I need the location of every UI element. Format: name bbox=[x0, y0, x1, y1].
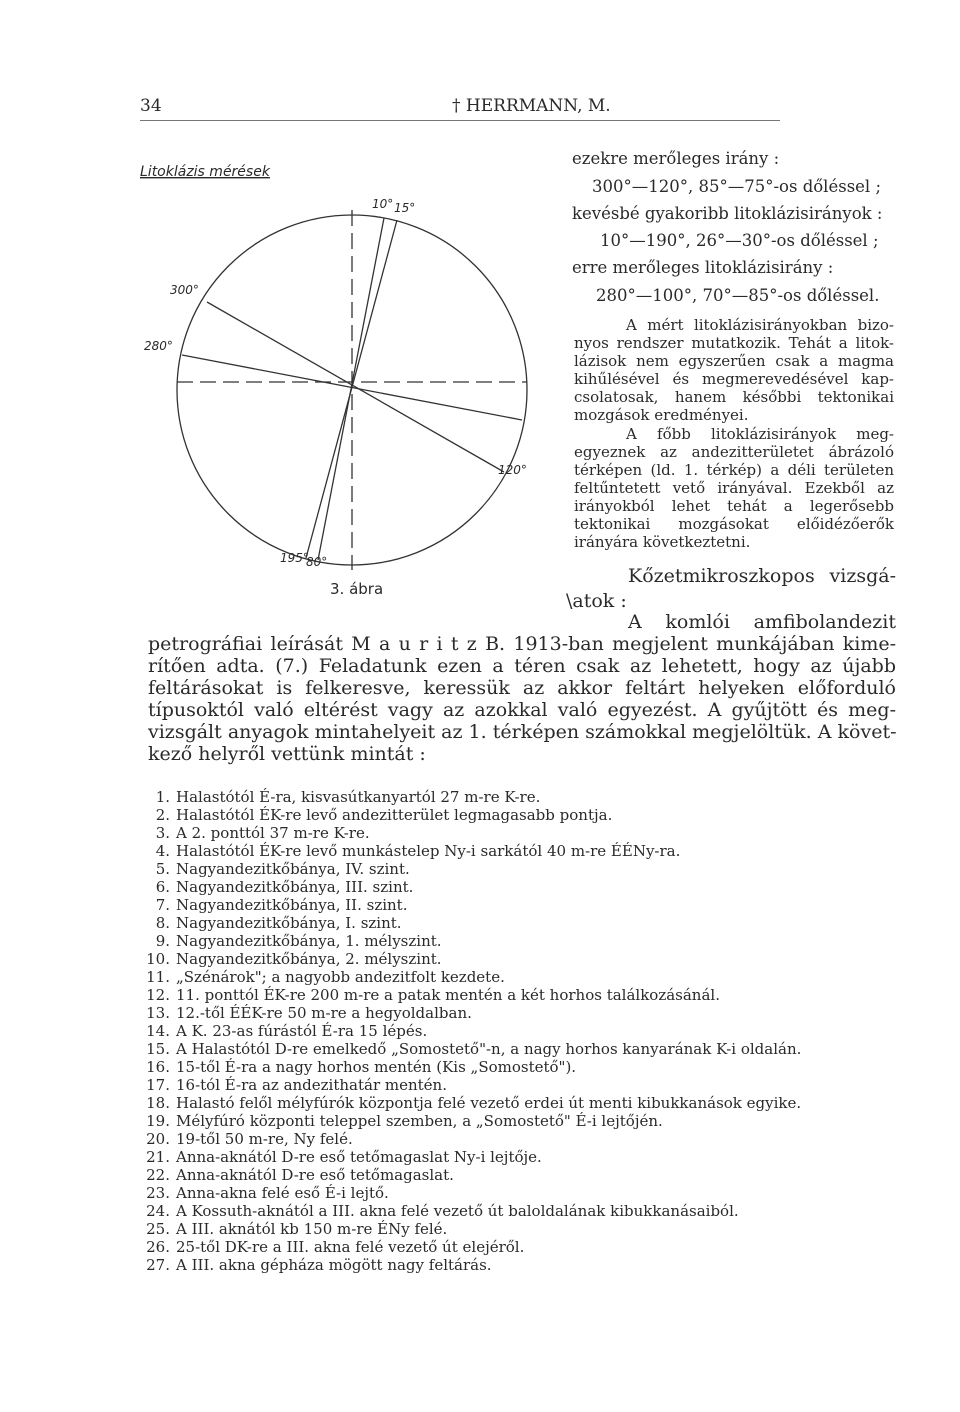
sample-list-item bbox=[140, 1040, 900, 1058]
figure bbox=[140, 150, 560, 620]
paragraph-1-line: kihűlésével és megmerevedésével kap- bbox=[574, 370, 894, 388]
sample-list-item bbox=[140, 1076, 900, 1094]
sample-list-item bbox=[140, 842, 900, 860]
body-line: vizsgált anyagok mintahelyeit az 1. térképen számokkal megjelöltük. A követ- bbox=[148, 721, 897, 743]
body-line: petrográfiai leírását M a u r i t z B. 1913-ban megjelent munkájában kime- bbox=[148, 633, 896, 655]
sample-text: Nagyandezitkőbánya, IV. szint. bbox=[176, 860, 410, 878]
body-line: feltárásokat is felkeresve, keressük az akkor feltárt helyeken előforduló bbox=[148, 677, 896, 699]
sample-number: 5. bbox=[155, 860, 170, 878]
label-80: 80° bbox=[306, 555, 328, 569]
sample-text: A 2. ponttól 37 m-re K-re. bbox=[176, 824, 370, 842]
paragraph-1-line: A mért litoklázisirányokban bizo- bbox=[626, 316, 894, 334]
body-paragraph bbox=[148, 633, 896, 765]
right-line-6: 280°—100°, 70°—85°-os dőléssel. bbox=[596, 286, 880, 305]
sample-list-item bbox=[140, 860, 900, 878]
paragraph-1-line: nyos rendszer mutatkozik. Tehát a litok- bbox=[574, 334, 894, 352]
header-rule bbox=[140, 120, 780, 121]
sample-list-item bbox=[140, 986, 900, 1004]
right-line-5: erre merőleges litoklázisirány : bbox=[572, 258, 834, 277]
sample-text: Nagyandezitkőbánya, 1. mélyszint. bbox=[176, 932, 442, 950]
sample-text: Mélyfúró központi teleppel szemben, a „Somostető" É-i lejtőjén. bbox=[176, 1112, 663, 1130]
sample-number: 4. bbox=[155, 842, 170, 860]
paragraph-2-line: feltűntetett vető irányával. Ezekből az bbox=[574, 479, 894, 497]
sample-text: 11. ponttól ÉK-re 200 m-re a patak mentén a két horhos találkozásánál. bbox=[176, 986, 720, 1004]
paragraph-1 bbox=[574, 316, 894, 424]
sample-number: 11. bbox=[146, 968, 170, 986]
sample-number: 15. bbox=[146, 1040, 170, 1058]
section-heading-line-1 bbox=[628, 565, 896, 587]
paragraph-2-line: A főbb litoklázisirányok meg- bbox=[626, 425, 894, 443]
body-line: kező helyről vettünk mintát : bbox=[148, 743, 426, 765]
sample-number: 1. bbox=[155, 788, 170, 806]
sample-list-item bbox=[140, 1166, 900, 1184]
sample-text: 12.-től ÉÉK-re 50 m-re a hegyoldalban. bbox=[176, 1004, 472, 1022]
right-line-1: ezekre merőleges irány : bbox=[572, 149, 780, 168]
paragraph-1-line: csolatosak, hanem későbbi tektonikai bbox=[574, 388, 894, 406]
sample-number: 6. bbox=[155, 878, 170, 896]
sample-list-item bbox=[140, 1256, 900, 1274]
sample-list-item bbox=[140, 1148, 900, 1166]
label-15: 15° bbox=[394, 201, 416, 215]
sample-text: Halastótól ÉK-re levő andezitterület legmagasabb pontja. bbox=[176, 806, 613, 824]
sample-text: 15-től É-ra a nagy horhos mentén (Kis „Somostető"). bbox=[176, 1058, 577, 1076]
sample-number: 10. bbox=[146, 950, 170, 968]
sample-list-item bbox=[140, 1220, 900, 1238]
sample-list-item bbox=[140, 1184, 900, 1202]
sample-text: A III. akna gépháza mögött nagy feltárás. bbox=[176, 1256, 492, 1274]
sample-number: 14. bbox=[146, 1022, 170, 1040]
paragraph-2-line: irányokból lehet tehát a legerősebb bbox=[574, 497, 894, 515]
sample-text: 16-tól É-ra az andezithatár mentén. bbox=[176, 1076, 447, 1094]
right-line-3: kevésbé gyakoribb litoklázisirányok : bbox=[572, 204, 883, 223]
sample-text: A III. aknától kb 150 m-re ÉNy felé. bbox=[176, 1220, 448, 1238]
sample-text: Anna-aknától D-re eső tetőmagaslat Ny-i lejtője. bbox=[176, 1148, 542, 1166]
paragraph-2-line: térképen (ld. 1. térkép) a déli területen bbox=[574, 461, 894, 479]
sample-text: 25-től DK-re a III. akna felé vezető út elejéről. bbox=[176, 1238, 525, 1256]
sample-list bbox=[140, 788, 900, 1274]
sample-text: A Halastótól D-re emelkedő „Somostető"-n, a nagy horhos kanyarának K-i oldalán. bbox=[176, 1040, 802, 1058]
sample-number: 26. bbox=[146, 1238, 170, 1256]
sample-text: Anna-akna felé eső É-i lejtő. bbox=[176, 1184, 389, 1202]
sample-text: Nagyandezitkőbánya, III. szint. bbox=[176, 878, 414, 896]
running-title: † HERRMANN, M. bbox=[452, 96, 611, 116]
sample-text: A Kossuth-aknától a III. akna felé vezető út baloldalának kibukkanásaiból. bbox=[176, 1202, 739, 1220]
page-number: 34 bbox=[140, 96, 162, 116]
sample-text: Nagyandezitkőbánya, II. szint. bbox=[176, 896, 408, 914]
paragraph-2-line: egyeznek az andezitterületet ábrázoló bbox=[574, 443, 894, 461]
sample-list-item bbox=[140, 950, 900, 968]
direction-line-300-120 bbox=[207, 302, 504, 472]
sample-list-item bbox=[140, 1004, 900, 1022]
sample-list-item bbox=[140, 1202, 900, 1220]
sample-text: 19-től 50 m-re, Ny felé. bbox=[176, 1130, 353, 1148]
sample-number: 20. bbox=[146, 1130, 170, 1148]
sample-list-item bbox=[140, 1130, 900, 1148]
sample-number: 13. bbox=[146, 1004, 170, 1022]
sample-number: 22. bbox=[146, 1166, 170, 1184]
sample-number: 21. bbox=[146, 1148, 170, 1166]
sample-number: 18. bbox=[146, 1094, 170, 1112]
sample-number: 9. bbox=[155, 932, 170, 950]
sample-list-item bbox=[140, 1094, 900, 1112]
paragraph-1-line: mozgások eredményei. bbox=[574, 406, 749, 424]
paragraph-1-line: lázisok nem egyszerűen csak a magma bbox=[574, 352, 894, 370]
sample-text: Nagyandezitkőbánya, 2. mélyszint. bbox=[176, 950, 442, 968]
paragraph-2-line: tektonikai mozgásokat előidézőerők bbox=[574, 515, 894, 533]
body-line: típusoktól való eltérést vagy az azokkal való egyezést. A gyűjtött és meg- bbox=[148, 699, 896, 721]
sample-number: 17. bbox=[146, 1076, 170, 1094]
section-heading-line-2: \atok : bbox=[566, 590, 627, 612]
section-heading-text: Kőzetmikroszkopos vizsgá- bbox=[628, 565, 896, 587]
sample-number: 16. bbox=[146, 1058, 170, 1076]
litoclase-diagram bbox=[140, 150, 560, 620]
sample-number: 2. bbox=[155, 806, 170, 824]
sample-text: Halastótól ÉK-re levő munkástelep Ny-i sarkától 40 m-re ÉÉNy-ra. bbox=[176, 842, 681, 860]
sample-list-item bbox=[140, 932, 900, 950]
sample-text: Nagyandezitkőbánya, I. szint. bbox=[176, 914, 402, 932]
sample-list-item bbox=[140, 1022, 900, 1040]
label-120: 120° bbox=[498, 463, 527, 477]
right-line-4: 10°—190°, 26°—30°-os dőléssel ; bbox=[600, 231, 879, 250]
paragraph-2-line: irányára következtetni. bbox=[574, 533, 751, 551]
sample-number: 24. bbox=[146, 1202, 170, 1220]
sample-list-item bbox=[140, 806, 900, 824]
body-first-text: A komlói amfibolandezit bbox=[628, 611, 896, 633]
sample-list-item bbox=[140, 968, 900, 986]
sample-text: Halastótól É-ra, kisvasútkanyartól 27 m-re K-re. bbox=[176, 788, 541, 806]
sample-number: 7. bbox=[155, 896, 170, 914]
sample-number: 25. bbox=[146, 1220, 170, 1238]
sample-list-item bbox=[140, 896, 900, 914]
label-300: 300° bbox=[170, 283, 199, 297]
sample-list-item bbox=[140, 1238, 900, 1256]
label-10: 10° bbox=[372, 197, 394, 211]
figure-caption: 3. ábra bbox=[330, 580, 384, 598]
figure-title: Litoklázis mérések bbox=[140, 164, 270, 180]
sample-list-item bbox=[140, 1058, 900, 1076]
sample-text: Anna-aknától D-re eső tetőmagaslat. bbox=[176, 1166, 454, 1184]
sample-list-item bbox=[140, 914, 900, 932]
body-line: rítően adta. (7.) Feladatunk ezen a téren csak az lehetett, hogy az újabb bbox=[148, 655, 896, 677]
sample-text: Halastó felől mélyfúrók központja felé vezető erdei út menti kibukkanások egyike. bbox=[176, 1094, 802, 1112]
sample-number: 23. bbox=[146, 1184, 170, 1202]
sample-list-item bbox=[140, 1112, 900, 1130]
sample-number: 3. bbox=[155, 824, 170, 842]
sample-list-item bbox=[140, 788, 900, 806]
sample-number: 8. bbox=[155, 914, 170, 932]
sample-text: A K. 23-as fúrástól É-ra 15 lépés. bbox=[176, 1022, 428, 1040]
right-line-2: 300°—120°, 85°—75°-os dőléssel ; bbox=[592, 177, 882, 196]
label-195: 195° bbox=[280, 551, 309, 565]
body-line-first bbox=[628, 611, 896, 633]
paragraph-2 bbox=[574, 425, 894, 551]
sample-list-item bbox=[140, 878, 900, 896]
label-280: 280° bbox=[144, 339, 173, 353]
sample-number: 19. bbox=[146, 1112, 170, 1130]
sample-number: 27. bbox=[146, 1256, 170, 1274]
sample-list-item bbox=[140, 824, 900, 842]
sample-text: „Szénárok"; a nagyobb andezitfolt kezdete. bbox=[176, 968, 505, 986]
sample-number: 12. bbox=[146, 986, 170, 1004]
